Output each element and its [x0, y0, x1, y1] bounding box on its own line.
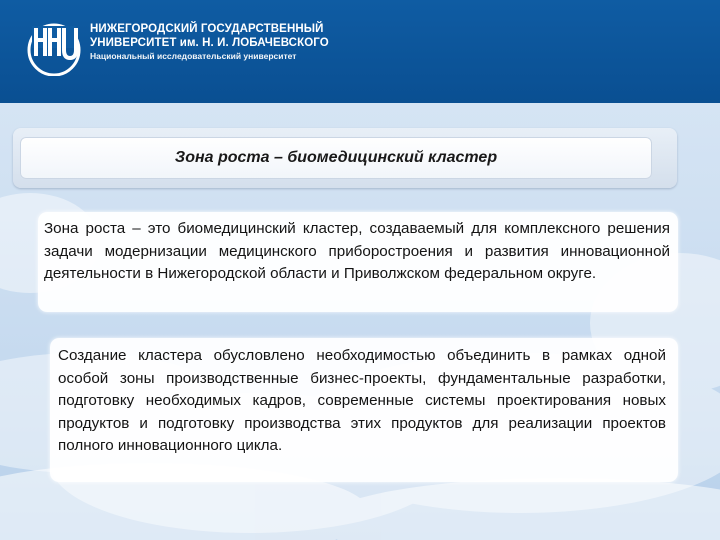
paragraph-2: Создание кластера обусловлено необходимостью объединить в рамках одной особой зоны производственные бизнес-проекты, фундаментальные разработки, подготовку необходимых кадров, современные системы проектирования новых продуктов и подготовку производства этих продуктов для реализации проектов полного инновационного цикла. — [58, 347, 666, 454]
logo-text — [90, 22, 329, 62]
logo-line-1: НИЖЕГОРОДСКИЙ ГОСУДАРСТВЕННЫЙ — [90, 23, 324, 35]
logo-line-2: УНИВЕРСИТЕТ им. Н. И. ЛОБАЧЕВСКОГО — [90, 37, 329, 49]
header-bar — [0, 0, 720, 103]
page-title: Зона роста – биомедицинский кластер — [174, 149, 498, 166]
title-banner — [20, 137, 652, 179]
university-logo-icon — [26, 20, 82, 76]
logo-line-3: Национальный исследовательский университет — [90, 51, 297, 61]
paragraph-1: Зона роста – это биомедицинский кластер, создаваемый для комплексного решения задачи модернизации медицинского приборостроения и развития инновационной деятельности в Нижегородской области и Приволжском федеральном округе. — [44, 220, 670, 282]
